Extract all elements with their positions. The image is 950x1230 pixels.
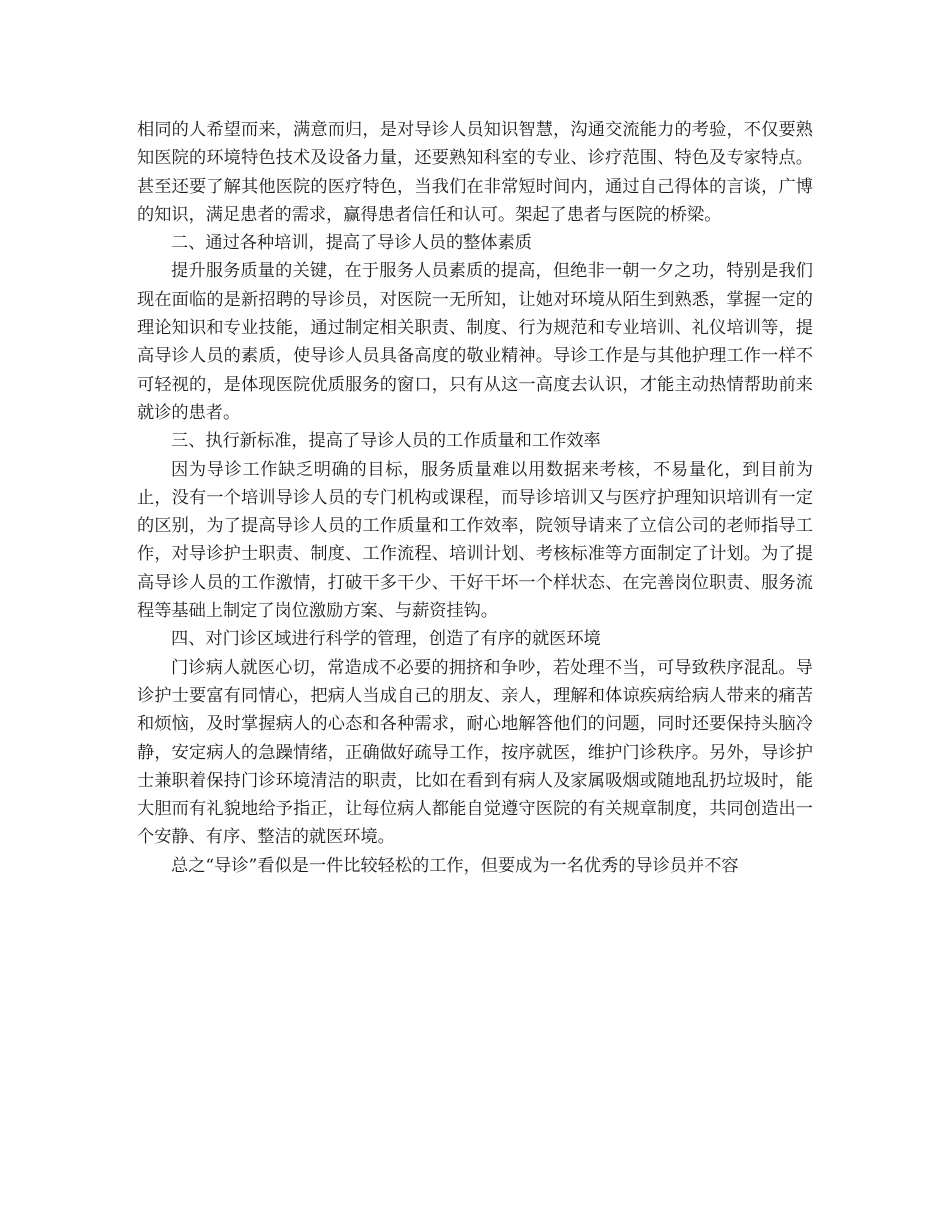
section-heading-3: 三、执行新标准，提高了导诊人员的工作质量和工作效率 [171,431,601,452]
section-heading-4: 四、对门诊区域进行科学的管理，创造了有序的就医环境 [171,629,601,650]
paragraph-summary: 总之“导诊”看似是一件比较轻松的工作，但要成为一名优秀的导诊员并不容 [171,855,739,876]
document-body [137,116,813,880]
paragraph-continuation: 相同的人希望而来，满意而归，是对导诊人员知识智慧，沟通交流能力的考验，不仅要熟知医院的环境特色技术及设备力量，还要熟知科室的专业、诊疗范围、特色及专家特点。甚至还要了解其他医院的医疗特色，当我们在非常短时间内，通过自己得体的言谈，广博的知识，满足患者的需求，赢得患者信任和认可。架起了患者与医院的桥梁。 [137,120,813,225]
paragraph-training: 提升服务质量的关键，在于服务人员素质的提高，但绝非一朝一夕之功，特别是我们现在面临的是新招聘的导诊员，对医院一无所知，让她对环境从陌生到熟悉，掌握一定的理论知识和专业技能，通过制定相关职责、制度、行为规范和专业培训、礼仪培训等，提高导诊人员的素质，使导诊人员具备高度的敬业精神。导诊工作是与其他护理工作一样不可轻视的，是体现医院优质服务的窗口，只有从这一高度去认识，才能主动热情帮助前来就诊的患者。 [137,261,813,423]
section-heading-2: 二、通过各种培训，提高了导诊人员的整体素质 [171,233,532,254]
paragraph-management: 门诊病人就医心切，常造成不必要的拥挤和争吵，若处理不当，可导致秩序混乱。导诊护士要富有同情心，把病人当成自己的朋友、亲人，理解和体谅疾病给病人带来的痛苦和烦恼，及时掌握病人的心态和各种需求，耐心地解答他们的问题，同时还要保持头脑冷静，安定病人的急躁情绪，正确做好疏导工作，按序就医，维护门诊秩序。另外，导诊护士兼职着保持门诊环境清洁的职责，比如在看到有病人及家属吸烟或随地乱扔垃圾时，能大胆而有礼貌地给予指正，让每位病人都能自觉遵守医院的有关规章制度，共同创造出一个安静、有序、整洁的就医环境。 [137,657,813,848]
paragraph-standards: 因为导诊工作缺乏明确的目标，服务质量难以用数据来考核，不易量化，到目前为止，没有一个培训导诊人员的专门机构或课程，而导诊培训又与医疗护理知识培训有一定的区别，为了提高导诊人员的工作质量和工作效率，院领导请来了立信公司的老师指导工作，对导诊护士职责、制度、工作流程、培训计划、考核标准等方面制定了计划。为了提高导诊人员的工作激情，打破干多干少、干好干坏一个样状态、在完善岗位职责、服务流程等基础上制定了岗位激励方案、与薪资挂钩。 [137,459,813,622]
